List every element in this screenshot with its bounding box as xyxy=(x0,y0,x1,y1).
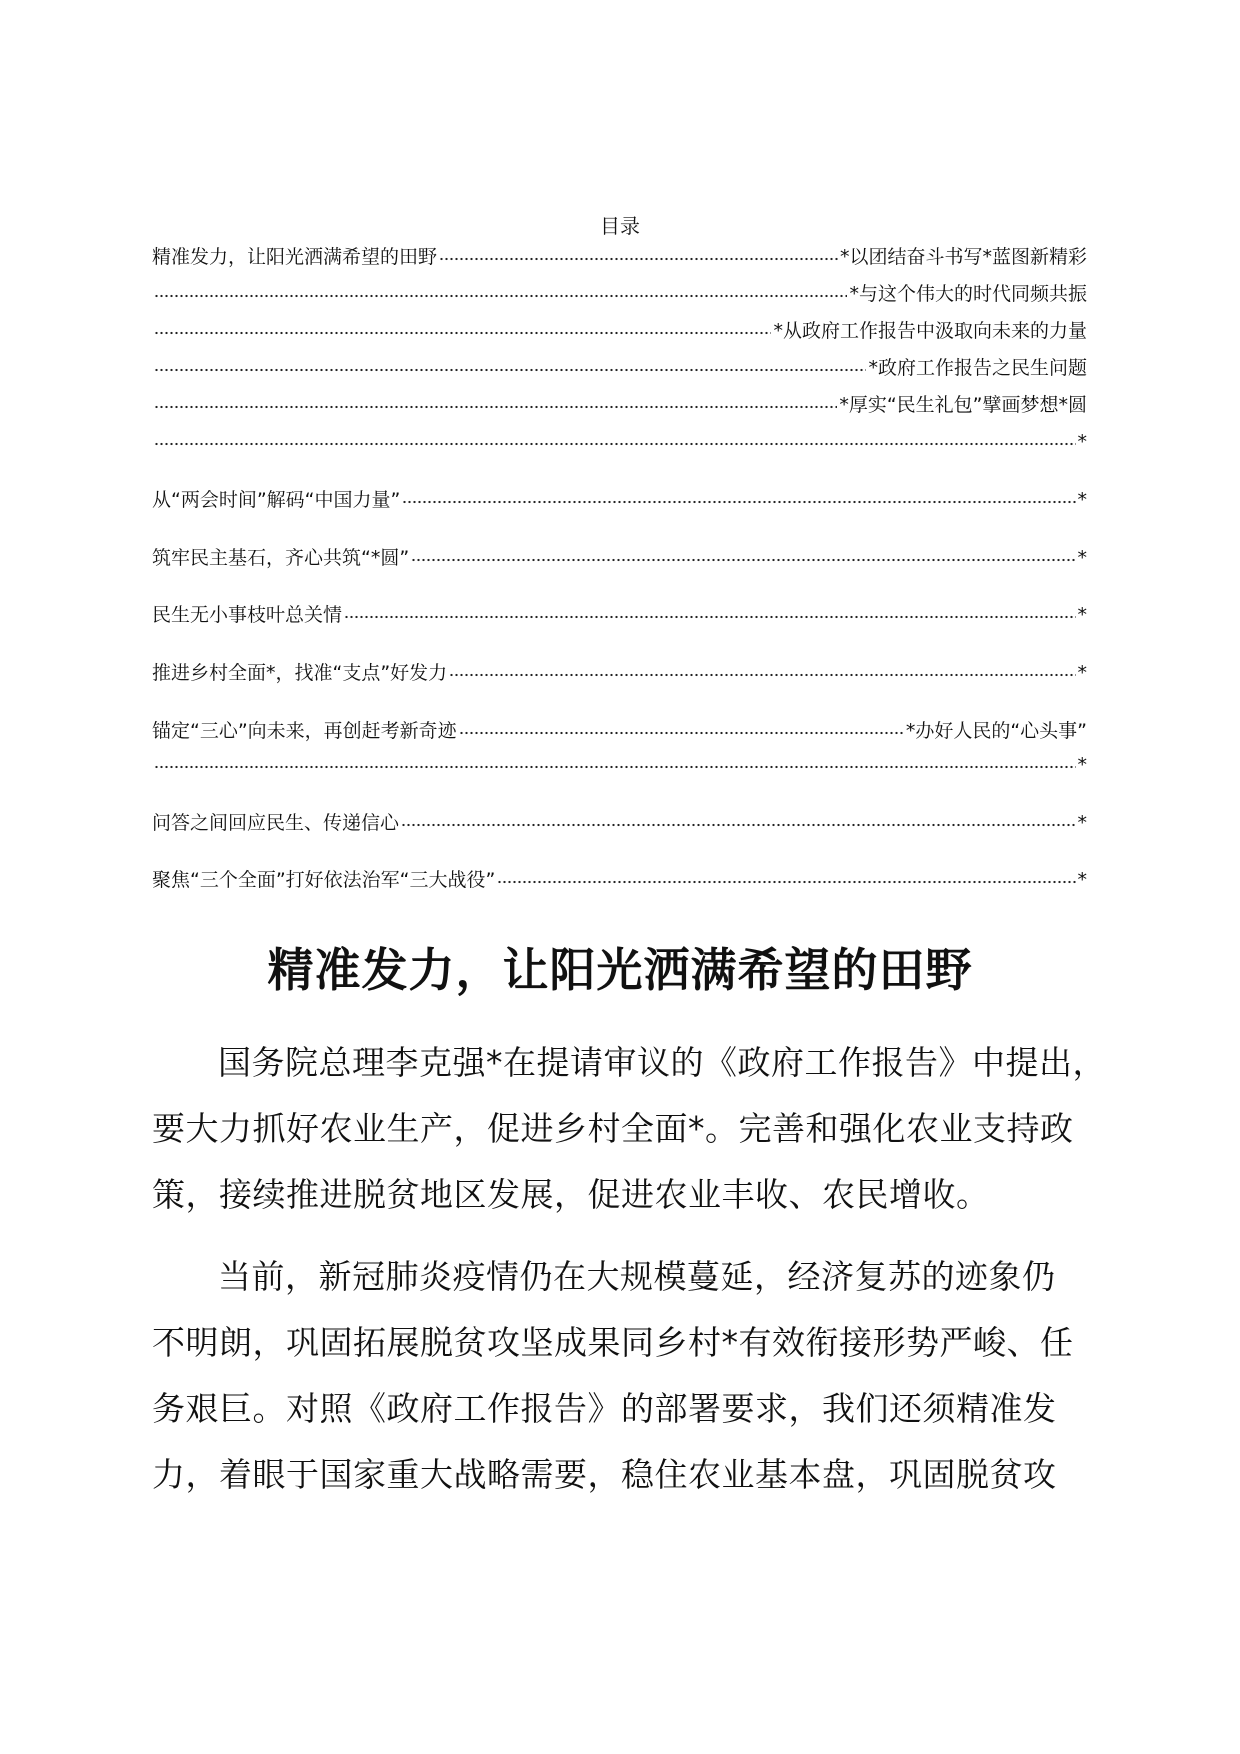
toc-leader-dots xyxy=(402,497,1075,507)
body-text-line: 务艰巨。对照《政府工作报告》的部署要求，我们还须精准发 xyxy=(152,1389,1057,1428)
toc-entry[interactable] xyxy=(152,318,1087,344)
body-text-line: 策，接续推进脱贫地区发展，促进农业丰收、农民增收。 xyxy=(152,1175,990,1214)
toc-entry-title: 推进乡村全面*，找准“支点”好发力 xyxy=(152,662,448,684)
toc-entry[interactable] xyxy=(152,810,1087,836)
toc-entry[interactable] xyxy=(152,718,1087,744)
toc-entry[interactable] xyxy=(152,355,1087,381)
toc-leader-dots xyxy=(459,728,904,738)
toc-entry-page: * xyxy=(1077,812,1087,834)
toc-entry-page: *与这个伟大的时代同频共振 xyxy=(849,283,1087,305)
toc-entry-page: *政府工作报告之民生问题 xyxy=(868,357,1087,379)
toc-leader-dots xyxy=(154,762,1076,772)
toc-entry-page: * xyxy=(1077,431,1087,453)
toc-entry[interactable] xyxy=(152,429,1087,455)
toc-leader-dots xyxy=(449,670,1075,680)
body-text-line: 不明朗，巩固拓展脱贫攻坚成果同乡村*有效衔接形势严峻、任 xyxy=(152,1323,1074,1362)
body-text-line: 国务院总理李克强*在提请审议的《政府工作报告》中提出， xyxy=(218,1043,1106,1082)
toc-title: 目录 xyxy=(600,214,640,238)
toc-entry-title: 问答之间回应民生、传递信心 xyxy=(152,812,400,834)
toc-entry[interactable] xyxy=(152,392,1087,418)
toc-entry-title: 筑牢民主基石，齐心共筑“*圆” xyxy=(152,547,410,569)
toc-entry[interactable] xyxy=(152,545,1087,571)
article-title: 精准发力，让阳光洒满希望的田野 xyxy=(267,943,973,997)
toc-leader-dots xyxy=(344,612,1075,622)
toc-entry-page: *厚实“民生礼包”擘画梦想*圆 xyxy=(839,394,1087,416)
toc-leader-dots xyxy=(154,402,837,412)
toc-entry[interactable] xyxy=(152,752,1087,778)
toc-entry[interactable] xyxy=(152,281,1087,307)
toc-entry-page: *办好人民的“心头事” xyxy=(905,720,1087,742)
toc-entry-page: * xyxy=(1077,662,1087,684)
toc-leader-dots xyxy=(154,365,866,375)
toc-leader-dots xyxy=(154,291,847,301)
toc-leader-dots xyxy=(439,254,838,264)
toc-entry-title: 从“两会时间”解码“中国力量” xyxy=(152,489,401,511)
body-text-line: 当前，新冠肺炎疫情仍在大规模蔓延，经济复苏的迹象仍 xyxy=(218,1257,1056,1296)
toc-entry-title: 聚焦“三个全面”打好依法治军“三大战役” xyxy=(152,869,496,891)
toc-entry[interactable] xyxy=(152,244,1087,270)
body-text-line: 力，着眼于国家重大战略需要，稳住农业基本盘，巩固脱贫攻 xyxy=(152,1455,1057,1494)
toc-leader-dots xyxy=(154,328,771,338)
toc-entry-page: * xyxy=(1077,754,1087,776)
toc-leader-dots xyxy=(411,555,1075,565)
toc-entry-page: * xyxy=(1077,869,1087,891)
toc-leader-dots xyxy=(154,439,1076,449)
toc-entry-page: *从政府工作报告中汲取向未来的力量 xyxy=(773,320,1087,342)
toc-entry-title: 精准发力，让阳光洒满希望的田野 xyxy=(152,246,438,268)
toc-entry[interactable] xyxy=(152,660,1087,686)
toc-entry-title: 锚定“三心”向未来，再创赶考新奇迹 xyxy=(152,720,457,742)
toc-entry[interactable] xyxy=(152,487,1087,513)
body-text-line: 要大力抓好农业生产，促进乡村全面*。完善和强化农业支持政 xyxy=(152,1109,1074,1148)
toc-entry[interactable] xyxy=(152,867,1087,893)
toc-entry[interactable] xyxy=(152,602,1087,628)
toc-entry-page: * xyxy=(1077,604,1087,626)
toc-leader-dots xyxy=(401,820,1075,830)
toc-leader-dots xyxy=(497,877,1075,887)
toc-entry-page: * xyxy=(1077,489,1087,511)
toc-entry-page: * xyxy=(1077,547,1087,569)
toc-entry-page: *以团结奋斗书写*蓝图新精彩 xyxy=(839,246,1087,268)
toc-entry-title: 民生无小事枝叶总关情 xyxy=(152,604,343,626)
